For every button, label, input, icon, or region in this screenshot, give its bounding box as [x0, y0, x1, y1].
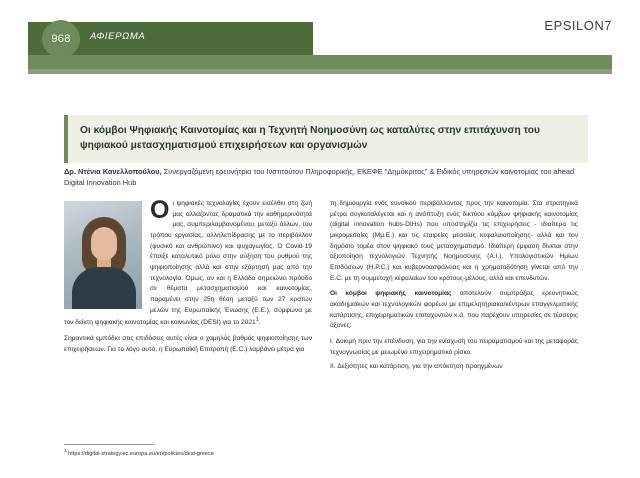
- list-item: I. Δοκιμή πριν την επένδυση, για την ενίσχυση του πειραματισμού και της μεταφοράς τεχνογνωσίας με μειωμένο επιχειρηματικό ρίσκο.: [330, 338, 578, 356]
- article-title: Οι κόμβοι Ψηφιακής Καινοτομίας και η Τεχνητή Νοημοσύνη ως καταλύτες στην επιτάχυνση του ψηφιακού μετασχηματισμού επιχειρήσεων και οργανισμών: [80, 125, 540, 151]
- paragraph-right-1: τη δημιουργία ενός ευνοϊκού περιβάλλοντος προς την καινοτομία. Στα στρατηγικά μέτρα συγκαταλέγεται και η ανάπτυξη ενός δικτύου κόμβων ψηφιακής καινοτομίας (digital innovation hubs-DIHs) που υποστηρίζει τις επιχειρήσεις - ιδιαίτερα τις μικρομεσαίες (Μμ.Ε.) και τις εταιρείες μεσαίας κεφαλαιοποίησης- αλλά και τον δημόσιο τομέα στον ψηφιακό τους μετασχηματισμό. Ιδιαίτερη έμφαση δίνεται στην αξιοποίηση τεχνολογιών Τεχνητής Νοημοσύνης (Α.Ι.), Υπολογιστικών Ημίων Επιδόσεων (H.P.C.) και κυβερνοασφάλειας και η χρηματοδότηση γίνεται από την Ε.C. με τη συμμετοχή κεφαλαίων του κράτους-μέλους, αλλά και επενδυτών.: [330, 200, 578, 282]
- section-label: ΑΦΙΕΡΩΜΑ: [90, 31, 146, 42]
- paragraph-left-1-text: ι ψηφιακές τεχνολογίες έχουν εισέλθει στη ζωή μας αλλάζοντας δραματικά την καθημερινότητά μας, συμπεριλαμβανομένου, μεταξύ άλλων, του τρόπου εργασίας, αλληλεπίδρασης με το περιβάλλον (φυσικό και ανθρώπινο) και ψυχαγωγίας. Ο Covid-19 έπαιξε καταλυτικό ρόλο στην αύξηση του ρυθμού της ψηφιοποίησης αλλά και στην εξάρτησή μας από την τεχνολογία. Όμως, αν και η Ελλάδα σημειώνει πρόοδο σε θέματα μετασχηματισμού και καινοτομίας, παραμένει στην 25η θέση μεταξύ των 27 κρατών μελών της Ευρωπαϊκής Ένωσης (Ε.Ε.), σύμφωνα με τον δείκτη ψηφιακής καινοτομίας και κοινωνίας (DESI) για το 2021: [64, 200, 312, 327]
- header-rule-secondary: [28, 69, 612, 74]
- author-name: Δρ. Ντένια Κανελλοπούλου,: [64, 167, 162, 176]
- footnote-marker: 1: [64, 448, 67, 453]
- drop-cap: Ο: [150, 196, 170, 224]
- body-column-right: [330, 199, 578, 377]
- page-number-badge: 968: [42, 20, 80, 58]
- portrait-face: [91, 227, 117, 260]
- footnote-text: https://digital-strategy.ec.europa.eu/en/policies/desi-greece: [68, 450, 214, 457]
- paragraph-right-2: [330, 289, 578, 332]
- footnote-divider: [64, 444, 154, 445]
- author-role: Συνεργαζόμενη ερευνήτρια του Ινστιτούτου Πληροφορικής, ΕΚΕΦΕ "Δημόκριτος" & Ειδικός υπηρεσιών καινοτομίας του ahead Digital Innovation Hub: [64, 167, 575, 188]
- right-lead-in: Οι κόμβοι ψηφιακής καινοτομίας: [330, 290, 452, 298]
- brand-title: EPSILON7: [544, 18, 612, 33]
- paragraph-left-1-tail: .: [258, 319, 261, 327]
- footnote: [64, 448, 314, 458]
- author-portrait: [64, 201, 142, 309]
- byline: [64, 166, 594, 188]
- footnote-ref: 1: [255, 317, 259, 324]
- article-title-box: [64, 115, 588, 163]
- portrait-body: [72, 267, 136, 309]
- right-lead-in-rest: αποτελούν συμπράξεις ερευνητικώς ακαδημαϊκών και τεχνολογικών φορέων με επιμελητήριακα/κέντρων επαγγελματικής κατάρτισης, επιχειρηματικών επιταχυντών κ.ά. που παρέχουν υπηρεσίες σε τέσσερις άξονες:: [330, 290, 578, 330]
- services-list: [330, 337, 578, 373]
- header-rule-primary: [28, 55, 612, 69]
- body-column-left: [64, 196, 312, 361]
- paragraph-left-2: Σημαντικά εμπόδια στις επιδόσεις αυτές είναι ο χαμηλός βαθμός ψηφιοποίησης των επιχειρήσεων. Για το λόγο αυτό, η Ευρωπαϊκή Επιτροπή (Ε.C.) λαμβάνει μέτρα για: [64, 335, 312, 353]
- list-item: II. Δεξιότητες και κατάρτιση, για την απόκτηση προηγμένων: [330, 363, 503, 371]
